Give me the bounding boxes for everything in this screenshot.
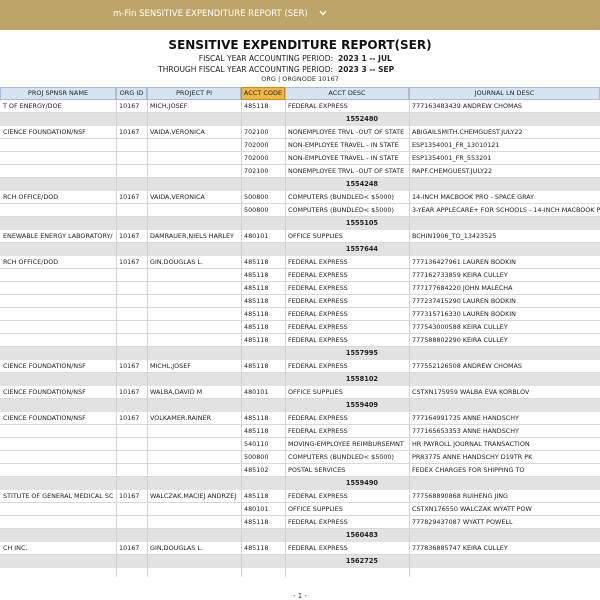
group-total-value: 1559490 (345, 479, 378, 487)
cell-acct-code: 485118 (241, 295, 285, 308)
app-header (0, 0, 600, 30)
table-row[interactable] (0, 334, 600, 347)
cell-org-id (116, 321, 147, 334)
cell-acct-desc: FEDERAL EXPRESS (285, 425, 409, 438)
cell-org-id (116, 425, 147, 438)
group-total-value: 1562725 (345, 557, 378, 565)
col-header-acct-desc[interactable]: ACCT DESC (285, 87, 409, 100)
cell-journal-ln-desc: 777163483439 ANDREW CHOMAS (409, 100, 600, 113)
table-row[interactable] (0, 412, 600, 425)
table-row[interactable] (0, 321, 600, 334)
cell-journal-ln-desc: 777552126508 ANDREW CHOMAS (409, 360, 600, 373)
column-divider (409, 100, 410, 577)
cell-project-pi (147, 165, 241, 178)
cell-acct-desc: POSTAL SERVICES (285, 464, 409, 477)
cell-acct-desc: FEDERAL EXPRESS (285, 321, 409, 334)
table-row[interactable] (0, 100, 600, 113)
group-total-value: 1555105 (345, 219, 378, 227)
cell-journal-ln-desc: BCHIN1906_TO_13423525 (409, 230, 600, 243)
cell-acct-code: 485118 (241, 100, 285, 113)
table-row[interactable] (0, 204, 600, 217)
cell-project-pi: VAIDA,VERONICA (147, 191, 241, 204)
report-title: SENSITIVE EXPENDITURE REPORT(SER) (168, 38, 432, 52)
column-divider (147, 100, 148, 577)
cell-org-id (116, 139, 147, 152)
cell-project-pi (147, 282, 241, 295)
table-row[interactable] (0, 386, 600, 399)
cell-org-id (116, 451, 147, 464)
cell-org-id: 10167 (116, 412, 147, 425)
cell-proj-spnsr-name: T OF ENERGY/DOE (0, 100, 116, 113)
cell-journal-ln-desc: RAPF.CHEMGUEST.JULY22 (409, 165, 600, 178)
group-total-row (0, 529, 600, 542)
cell-acct-code: 480101 (241, 230, 285, 243)
cell-acct-code: 485118 (241, 360, 285, 373)
org-line: ORG | ORGNODE 10167 (261, 75, 339, 83)
cell-acct-desc: NONEMPLOYEE TRVL -OUT OF STATE (285, 126, 409, 139)
cell-proj-spnsr-name: CH INC. (0, 542, 116, 555)
cell-journal-ln-desc: FEDEX CHARGES FOR SHIPPING TO (409, 464, 600, 477)
cell-journal-ln-desc: CSTXN175959 WALBA EVA KORBLOV (409, 386, 600, 399)
cell-project-pi (147, 503, 241, 516)
cell-acct-code: 485102 (241, 464, 285, 477)
cell-journal-ln-desc: 777568890868 RUIHENG JING (409, 490, 600, 503)
fiscal-period-label: FISCAL YEAR ACCOUNTING PERIOD: (198, 54, 333, 63)
cell-project-pi (147, 425, 241, 438)
cell-journal-ln-desc: 777237415290 LAUREN BODKIN (409, 295, 600, 308)
cell-org-id (116, 334, 147, 347)
column-divider (241, 100, 242, 577)
cell-acct-desc: FEDERAL EXPRESS (285, 100, 409, 113)
cell-acct-desc: FEDERAL EXPRESS (285, 412, 409, 425)
cell-org-id (116, 308, 147, 321)
cell-acct-desc: FEDERAL EXPRESS (285, 308, 409, 321)
cell-project-pi (147, 152, 241, 165)
cell-org-id: 10167 (116, 230, 147, 243)
cell-journal-ln-desc: CSTXN176550 WALCZAK WYATT POW (409, 503, 600, 516)
cell-acct-desc: FEDERAL EXPRESS (285, 516, 409, 529)
col-header-org-id[interactable]: ORG ID (116, 87, 147, 100)
cell-acct-code: 500800 (241, 451, 285, 464)
table-row[interactable] (0, 230, 600, 243)
group-total-value: 1557644 (345, 245, 378, 253)
group-total-value: 1554248 (345, 180, 378, 188)
table-row[interactable] (0, 438, 600, 451)
table-row[interactable] (0, 152, 600, 165)
cell-acct-code: 500800 (241, 204, 285, 217)
cell-project-pi (147, 295, 241, 308)
cell-proj-spnsr-name (0, 139, 116, 152)
cell-proj-spnsr-name (0, 451, 116, 464)
cell-journal-ln-desc: 777588802290 KEIRA CULLEY (409, 334, 600, 347)
cell-project-pi (147, 308, 241, 321)
table-row[interactable] (0, 282, 600, 295)
table-row[interactable] (0, 295, 600, 308)
cell-journal-ln-desc: 777162733859 KEIRA CULLEY (409, 269, 600, 282)
group-total-value: 1560483 (345, 531, 378, 539)
table-row[interactable] (0, 503, 600, 516)
cell-journal-ln-desc: 777177684220 JOHN MALECHA (409, 282, 600, 295)
cell-acct-code: 702100 (241, 126, 285, 139)
cell-project-pi: WALBA,DAVID M (147, 386, 241, 399)
cell-acct-desc: FEDERAL EXPRESS (285, 360, 409, 373)
report-table-body (0, 100, 600, 568)
cell-org-id (116, 282, 147, 295)
cell-acct-code: 485118 (241, 282, 285, 295)
cell-org-id: 10167 (116, 100, 147, 113)
table-row[interactable] (0, 425, 600, 438)
group-total-row (0, 373, 600, 386)
cell-proj-spnsr-name (0, 282, 116, 295)
column-divider (285, 100, 286, 577)
cell-project-pi (147, 334, 241, 347)
fiscal-period-value: 2023 1 -- JUL (338, 54, 392, 63)
cell-journal-ln-desc: 777315716330 LAUREN BODKIN (409, 308, 600, 321)
table-row[interactable] (0, 542, 600, 555)
cell-project-pi: GIN,DOUGLAS L. (147, 256, 241, 269)
cell-org-id: 10167 (116, 490, 147, 503)
cell-project-pi (147, 269, 241, 282)
cell-proj-spnsr-name (0, 438, 116, 451)
cell-acct-desc: OFFICE SUPPLIES (285, 503, 409, 516)
cell-proj-spnsr-name: CIENCE FOUNDATION/NSF (0, 412, 116, 425)
cell-journal-ln-desc: 777164991735 ANNE HANDSCHY (409, 412, 600, 425)
cell-project-pi (147, 516, 241, 529)
cell-journal-ln-desc: ESP1354001_FR_553201 (409, 152, 600, 165)
cell-org-id: 10167 (116, 191, 147, 204)
cell-project-pi: MICH,JOSEF (147, 100, 241, 113)
cell-acct-code: 485118 (241, 542, 285, 555)
cell-org-id (116, 516, 147, 529)
cell-acct-code: 702100 (241, 165, 285, 178)
cell-acct-desc: FEDERAL EXPRESS (285, 269, 409, 282)
cell-project-pi (147, 438, 241, 451)
cell-proj-spnsr-name (0, 516, 116, 529)
cell-acct-code: 500800 (241, 191, 285, 204)
cell-acct-desc: FEDERAL EXPRESS (285, 334, 409, 347)
cell-acct-desc: FEDERAL EXPRESS (285, 282, 409, 295)
column-divider (116, 100, 117, 577)
group-total-value: 1552480 (345, 115, 378, 123)
cell-acct-code: 485118 (241, 412, 285, 425)
cell-project-pi (147, 139, 241, 152)
cell-acct-code: 485118 (241, 269, 285, 282)
through-period (0, 65, 394, 74)
group-total-value: 1558102 (345, 375, 378, 383)
cell-proj-spnsr-name: RCH OFFICE/DOD (0, 256, 116, 269)
cell-project-pi: GIN,DOUGLAS L. (147, 542, 241, 555)
cell-acct-code: 702000 (241, 139, 285, 152)
cell-proj-spnsr-name (0, 295, 116, 308)
cell-acct-code: 485118 (241, 516, 285, 529)
cell-acct-desc: OFFICE SUPPLIES (285, 386, 409, 399)
cell-journal-ln-desc: 777543000588 KEIRA CULLEY (409, 321, 600, 334)
cell-proj-spnsr-name (0, 425, 116, 438)
table-row[interactable] (0, 191, 600, 204)
cell-proj-spnsr-name: CIENCE FOUNDATION/NSF (0, 126, 116, 139)
table-row[interactable] (0, 126, 600, 139)
cell-project-pi: VAIDA,VERONICA (147, 126, 241, 139)
cell-proj-spnsr-name: RCH OFFICE/DOD (0, 191, 116, 204)
cell-org-id (116, 165, 147, 178)
col-header-journal-ln-desc[interactable]: JOURNAL LN DESC (409, 87, 600, 100)
cell-proj-spnsr-name (0, 152, 116, 165)
table-row[interactable] (0, 139, 600, 152)
cell-acct-code: 485118 (241, 256, 285, 269)
cell-acct-code: 485118 (241, 490, 285, 503)
col-header-acct-code[interactable]: ACCT CODE (241, 87, 285, 100)
cell-acct-desc: FEDERAL EXPRESS (285, 256, 409, 269)
cell-acct-code: 480101 (241, 386, 285, 399)
cell-acct-code: 540110 (241, 438, 285, 451)
through-period-label: THROUGH FISCAL YEAR ACCOUNTING PERIOD: (158, 65, 333, 74)
cell-journal-ln-desc: PR83775 ANNE HANDSCHY D19TR PK (409, 451, 600, 464)
cell-journal-ln-desc: 777136427961 LAUREN BODKIN (409, 256, 600, 269)
table-row[interactable] (0, 490, 600, 503)
through-period-value: 2023 3 -- SEP (338, 65, 395, 74)
cell-org-id (116, 204, 147, 217)
cell-org-id: 10167 (116, 360, 147, 373)
cell-acct-code: 485118 (241, 334, 285, 347)
group-total-row (0, 347, 600, 360)
cell-journal-ln-desc: ABIGAILSMITH.CHEMGUEST.JULY22 (409, 126, 600, 139)
cell-acct-desc: NON-EMPLOYEE TRAVEL - IN STATE (285, 152, 409, 165)
group-total-row (0, 477, 600, 490)
cell-journal-ln-desc: 777836885747 KEIRA CULLEY (409, 542, 600, 555)
cell-acct-code: 485118 (241, 425, 285, 438)
cell-journal-ln-desc: 14-INCH MACBOOK PRO - SPACE GRAY (409, 191, 600, 204)
page-number: - 1 - (293, 592, 307, 600)
cell-journal-ln-desc: 3-YEAR APPLECARE+ FOR SCHOOLS - 14-INCH MACBOOK P (409, 204, 600, 217)
cell-acct-desc: COMPUTERS (BUNDLED< $5000) (285, 204, 409, 217)
cell-proj-spnsr-name (0, 503, 116, 516)
cell-project-pi: VOLKAMER,RAINER (147, 412, 241, 425)
cell-org-id: 10167 (116, 126, 147, 139)
group-total-value: 1559409 (345, 401, 378, 409)
cell-acct-desc: FEDERAL EXPRESS (285, 490, 409, 503)
cell-journal-ln-desc: 777165653353 ANNE HANDSCHY (409, 425, 600, 438)
table-row[interactable] (0, 165, 600, 178)
cell-journal-ln-desc: HR PAYROLL JOURNAL TRANSACTION (409, 438, 600, 451)
cell-org-id (116, 438, 147, 451)
cell-proj-spnsr-name: CIENCE FOUNDATION/NSF (0, 386, 116, 399)
cell-project-pi: DAMRAUER,NIELS HARLEY (147, 230, 241, 243)
cell-acct-code: 485118 (241, 321, 285, 334)
cell-acct-desc: OFFICE SUPPLIES (285, 230, 409, 243)
group-total-row (0, 178, 600, 191)
group-total-value: 1557995 (345, 349, 378, 357)
group-total-row (0, 243, 600, 256)
cell-org-id (116, 269, 147, 282)
table-row[interactable] (0, 256, 600, 269)
cell-org-id (116, 152, 147, 165)
cell-acct-code: 702000 (241, 152, 285, 165)
cell-acct-code: 485118 (241, 308, 285, 321)
cell-project-pi (147, 204, 241, 217)
table-row[interactable] (0, 308, 600, 321)
group-total-row (0, 217, 600, 230)
cell-proj-spnsr-name: ENEWABLE ENERGY LABORATORY/ (0, 230, 116, 243)
group-total-row (0, 399, 600, 412)
col-header-project-pi[interactable]: PROJECT PI (147, 87, 241, 100)
cell-acct-desc: MOVING-EMPLOYEE REIMBURSEMNT (285, 438, 409, 451)
table-row[interactable] (0, 516, 600, 529)
cell-acct-desc: FEDERAL EXPRESS (285, 295, 409, 308)
group-total-row (0, 113, 600, 126)
cell-acct-desc: NONEMPLOYEE TRVL -OUT OF STATE (285, 165, 409, 178)
cell-project-pi (147, 321, 241, 334)
cell-proj-spnsr-name (0, 165, 116, 178)
cell-acct-desc: FEDERAL EXPRESS (285, 542, 409, 555)
cell-proj-spnsr-name (0, 269, 116, 282)
cell-acct-code: 480101 (241, 503, 285, 516)
cell-proj-spnsr-name (0, 308, 116, 321)
cell-org-id: 10167 (116, 256, 147, 269)
cell-project-pi (147, 451, 241, 464)
chevron-down-icon[interactable] (318, 8, 328, 18)
table-row[interactable] (0, 360, 600, 373)
table-row[interactable] (0, 451, 600, 464)
cell-acct-desc: COMPUTERS (BUNDLED< $5000) (285, 191, 409, 204)
cell-project-pi (147, 464, 241, 477)
table-row[interactable] (0, 269, 600, 282)
cell-proj-spnsr-name: CIENCE FOUNDATION/NSF (0, 360, 116, 373)
cell-project-pi: WALCZAK,MACIEJ ANDRZEJ (147, 490, 241, 503)
cell-org-id: 10167 (116, 542, 147, 555)
cell-proj-spnsr-name (0, 204, 116, 217)
cell-proj-spnsr-name: STITUTE OF GENERAL MEDICAL SC (0, 490, 116, 503)
cell-org-id (116, 464, 147, 477)
cell-proj-spnsr-name (0, 321, 116, 334)
cell-org-id (116, 503, 147, 516)
cell-acct-desc: NON-EMPLOYEE TRAVEL - IN STATE (285, 139, 409, 152)
col-header-proj-spnsr-name[interactable]: PROJ SPNSR NAME (0, 87, 116, 100)
cell-org-id (116, 295, 147, 308)
cell-project-pi: MICHL,JOSEF (147, 360, 241, 373)
cell-journal-ln-desc: 777829437087 WYATT POWELL (409, 516, 600, 529)
app-title[interactable]: m-Fin SENSITIVE EXPENDITURE REPORT (SER) (113, 9, 308, 19)
cell-acct-desc: COMPUTERS (BUNDLED< $5000) (285, 451, 409, 464)
cell-org-id: 10167 (116, 386, 147, 399)
group-total-row (0, 555, 600, 568)
cell-proj-spnsr-name (0, 334, 116, 347)
cell-journal-ln-desc: ESP1354001_FR_13010121 (409, 139, 600, 152)
fiscal-period (0, 54, 392, 63)
cell-proj-spnsr-name (0, 464, 116, 477)
table-row[interactable] (0, 464, 600, 477)
